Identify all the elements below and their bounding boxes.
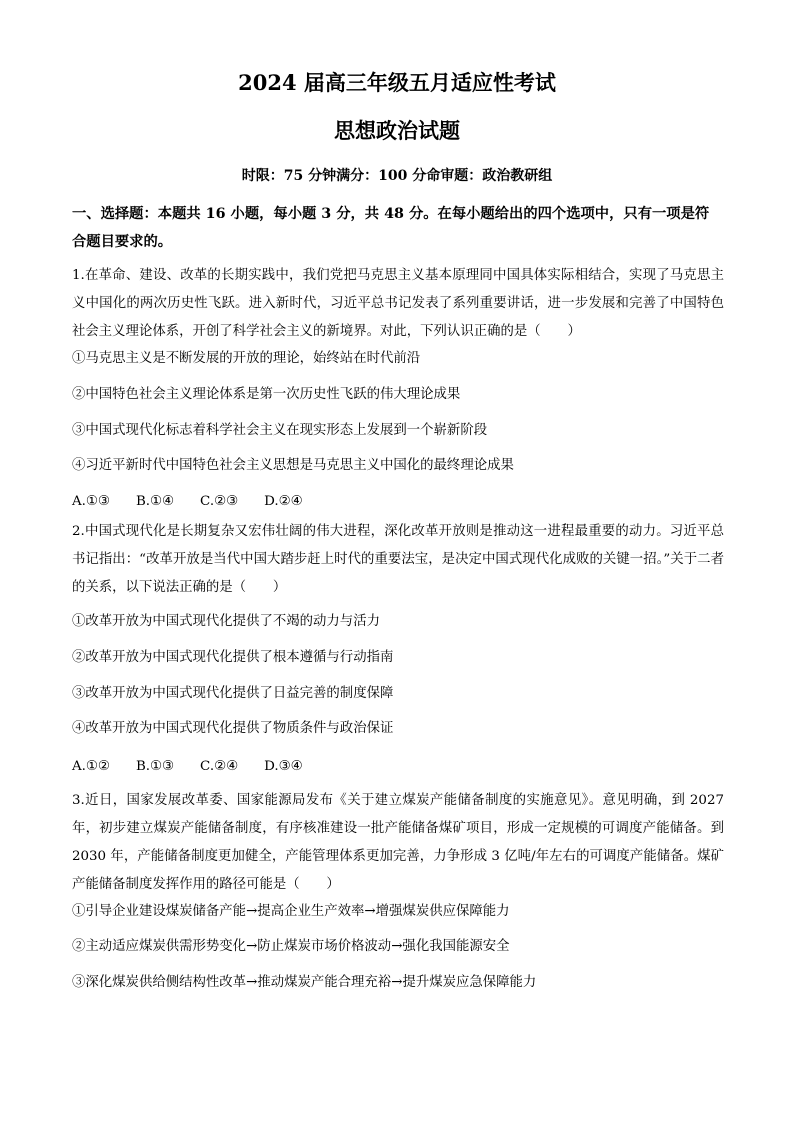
question-2-stem: 2.中国式现代化是长期复杂又宏伟壮阔的伟大进程，深化改革开放则是推动这一进程最重要的动力。习近平总书记指出：“改革开放是当代中国大踏步赶上时代的重要法宝，是决定中国式现代化成败的关键一招。”关于二者的关系，以下说法正确的是（ ）: [72, 524, 724, 595]
choice-d: D.③④: [264, 759, 303, 774]
question-1-item-4: ④习近平新时代中国特色社会主义思想是马克思主义中国化的最终理论成果: [72, 458, 514, 473]
question-1-item-2: ②中国特色社会主义理论体系是第一次历史性飞跃的伟大理论成果: [72, 387, 461, 402]
choice-c: C.②④: [200, 759, 239, 774]
question-1-item-1: ①马克思主义是不断发展的开放的理论，始终站在时代前沿: [72, 351, 421, 366]
choice-a: A.①③: [72, 494, 110, 509]
question-3-item-3: ③深化煤炭供给侧结构性改革→推动煤炭产能合理充裕→提升煤炭应急保障能力: [72, 975, 537, 990]
exam-title: 2024 届高三年级五月适应性考试: [238, 70, 556, 95]
question-3-stem: 3.近日，国家发展改革委、国家能源局发布《关于建立煤炭产能储备制度的实施意见》。意见明确，到 2027 年，初步建立煤炭产能储备制度，有序核准建设一批产能储备煤矿项目，形成一定规模的可调度产能储备。到 2030 年，产能储备制度更加健全，产能管理体系更加完善，力争形成 3 亿吨/年左右的可调度产能储备。煤矿产能储备制度发挥作用的路径可能是（ ）: [72, 793, 724, 892]
question-2-item-3: ③改革开放为中国式现代化提供了日益完善的制度保障: [72, 686, 394, 701]
question-1-stem: 1.在革命、建设、改革的长期实践中，我们党把马克思主义基本原理同中国具体实际相结合，实现了马克思主义中国化的两次历史性飞跃。进入新时代，习近平总书记发表了系列重要讲话，进一步发展和完善了中国特色社会主义理论体系，开创了科学社会主义的新境界。对此，下列认识正确的是（ ）: [72, 268, 724, 339]
choice-b: B.①④: [135, 494, 175, 509]
choice-b: B.①③: [135, 759, 175, 774]
question-1-choices: [72, 492, 303, 512]
subject-title: 思想政治试题: [334, 118, 460, 143]
exam-meta: 时限：75 分钟满分：100 分命审题：政治教研组: [241, 168, 553, 184]
question-1-item-3: ③中国式现代化标志着科学社会主义在现实形态上发展到一个崭新阶段: [72, 423, 488, 438]
choice-d: D.②④: [264, 494, 303, 509]
question-3-item-1: ①引导企业建设煤炭储备产能→提高企业生产效率→增强煤炭供应保障能力: [72, 904, 510, 919]
question-2-item-1: ①改革开放为中国式现代化提供了不竭的动力与活力: [72, 614, 380, 629]
question-3-item-2: ②主动适应煤炭供需形势变化→防止煤炭市场价格波动→强化我国能源安全: [72, 939, 510, 954]
choice-a: A.①②: [72, 759, 110, 774]
choice-c: C.②③: [200, 494, 239, 509]
question-2-choices: [72, 757, 303, 777]
question-2-item-4: ④改革开放为中国式现代化提供了物质条件与政治保证: [72, 721, 394, 736]
section-heading: 一、选择题：本题共 16 小题，每小题 3 分，共 48 分。在每小题给出的四个选项中，只有一项是符合题目要求的。: [72, 206, 710, 250]
question-2-item-2: ②改革开放为中国式现代化提供了根本遵循与行动指南: [72, 650, 394, 665]
